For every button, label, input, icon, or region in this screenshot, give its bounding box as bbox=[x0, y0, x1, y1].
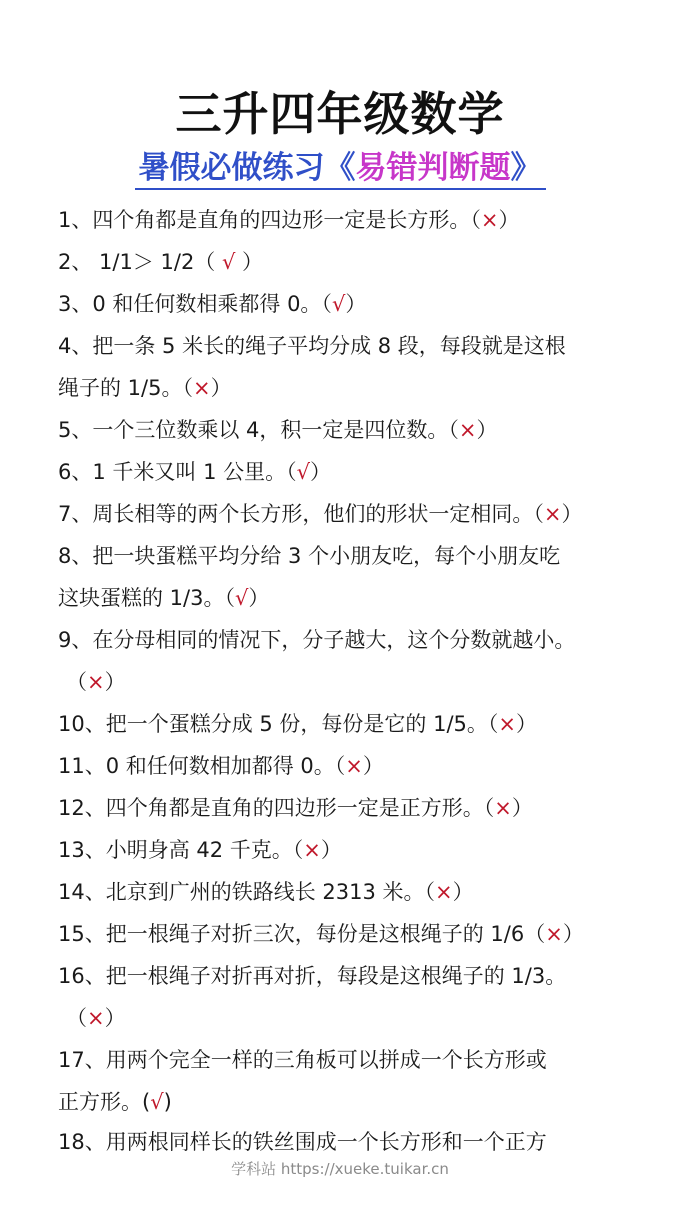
question-tail: ） bbox=[561, 502, 583, 526]
question-text: 10、把一个蛋糕分成 5 份，每份是它的 1/5。（ bbox=[58, 712, 499, 736]
question-text: 7、周长相等的两个长方形，他们的形状一定相同。（ bbox=[58, 502, 544, 526]
question-text: 4、把一条 5 米长的绳子平均分成 8 段，每段就是这根 bbox=[58, 334, 566, 358]
question-text: 绳子的 1/5。（ bbox=[58, 376, 193, 400]
question-text: （ bbox=[66, 1006, 87, 1030]
question-text: （ bbox=[66, 670, 87, 694]
question-text: 15、把一根绳子对折三次，每份是这根绳子的 1/6（ bbox=[58, 922, 546, 946]
question-text: 1、四个角都是直角的四边形一定是长方形。（ bbox=[58, 208, 481, 232]
answer-mark: × bbox=[345, 754, 363, 778]
question-7 bbox=[58, 499, 582, 529]
answer-mark: × bbox=[192, 376, 211, 400]
question-9 bbox=[58, 625, 575, 655]
answer-mark: × bbox=[543, 502, 562, 526]
question-15 bbox=[58, 919, 584, 949]
question-2 bbox=[58, 247, 263, 277]
question-5 bbox=[58, 415, 498, 445]
question-8-cont bbox=[58, 583, 269, 613]
question-text: 12、四个角都是直角的四边形一定是正方形。（ bbox=[58, 796, 495, 820]
question-tail: ） bbox=[452, 880, 474, 904]
question-tail: ） bbox=[516, 712, 538, 736]
question-text: 11、0 和任何数相加都得 0。（ bbox=[58, 754, 346, 778]
question-text: 5、一个三位数乘以 4，积一定是四位数。（ bbox=[58, 418, 459, 442]
question-17-cont bbox=[58, 1087, 172, 1117]
question-4-cont bbox=[58, 373, 232, 403]
answer-mark: × bbox=[87, 670, 105, 694]
answer-mark: × bbox=[498, 712, 517, 736]
question-text: 8、把一块蛋糕平均分给 3 个小朋友吃，每个小朋友吃 bbox=[58, 544, 561, 568]
answer-mark: × bbox=[458, 418, 477, 442]
question-12 bbox=[58, 793, 533, 823]
page-title: 三升四年级数学 bbox=[175, 87, 505, 141]
answer-mark: × bbox=[494, 796, 512, 820]
question-3 bbox=[58, 289, 366, 319]
question-17 bbox=[58, 1045, 547, 1075]
answer-mark: × bbox=[480, 208, 499, 232]
answer-mark: √ bbox=[331, 292, 346, 316]
question-tail: ） bbox=[362, 754, 384, 778]
subtitle bbox=[0, 148, 680, 190]
question-text: 这块蛋糕的 1/3。（ bbox=[58, 586, 235, 610]
question-tail: ） bbox=[104, 1006, 126, 1030]
question-4 bbox=[58, 331, 566, 361]
question-text: 9、在分母相同的情况下，分子越大，这个分数就越小。 bbox=[58, 628, 576, 652]
question-text: 13、小明身高 42 千克。（ bbox=[58, 838, 304, 862]
answer-mark: × bbox=[545, 922, 563, 946]
question-tail: ） bbox=[345, 292, 367, 316]
question-tail: ） bbox=[476, 418, 498, 442]
question-tail: ） bbox=[210, 376, 232, 400]
answer-mark: √ bbox=[234, 586, 249, 610]
question-tail: ） bbox=[320, 838, 342, 862]
question-10 bbox=[58, 709, 537, 739]
question-text: 17、用两个完全一样的三角板可以拼成一个长方形或 bbox=[58, 1048, 547, 1072]
question-tail: ） bbox=[562, 922, 584, 946]
question-text: 3、0 和任何数相乘都得 0。（ bbox=[58, 292, 332, 316]
answer-mark: √ bbox=[296, 460, 310, 484]
question-tail: ) bbox=[163, 1090, 172, 1114]
question-16 bbox=[58, 961, 566, 991]
question-14 bbox=[58, 877, 474, 907]
question-6 bbox=[58, 457, 331, 487]
footer-watermark: 学科站 https://xueke.tuikar.cn bbox=[231, 1160, 449, 1178]
question-tail: ） bbox=[235, 250, 264, 274]
subtitle-part2: 易错判断题 bbox=[355, 150, 511, 186]
question-13 bbox=[58, 835, 342, 865]
question-text: 2、 1/1＞ 1/2（ bbox=[58, 250, 222, 274]
question-text: 14、北京到广州的铁路线长 2313 米。（ bbox=[58, 880, 436, 904]
question-text: 18、用两根同样长的铁丝围成一个长方形和一个正方 bbox=[58, 1130, 547, 1154]
question-tail: ） bbox=[104, 670, 126, 694]
answer-mark: √ bbox=[221, 250, 236, 274]
answer-mark: × bbox=[87, 1006, 105, 1030]
subtitle-part3: 》 bbox=[510, 150, 542, 186]
question-tail: ） bbox=[248, 586, 270, 610]
question-text: 6、1 千米又叫 1 公里。（ bbox=[58, 460, 297, 484]
answer-mark: × bbox=[303, 838, 321, 862]
answer-mark: × bbox=[435, 880, 453, 904]
question-tail: ） bbox=[498, 208, 520, 232]
question-tail: ） bbox=[310, 460, 331, 484]
question-11 bbox=[58, 751, 384, 781]
subtitle-underline bbox=[135, 148, 546, 190]
question-text: 16、把一根绳子对折再对折，每段是这根绳子的 1/3。 bbox=[58, 964, 567, 988]
question-tail: ） bbox=[511, 796, 533, 820]
answer-mark: √ bbox=[150, 1090, 164, 1114]
question-18 bbox=[58, 1127, 547, 1157]
question-8 bbox=[58, 541, 560, 571]
question-16-cont bbox=[66, 1003, 126, 1033]
question-9-cont bbox=[66, 667, 126, 697]
question-1 bbox=[58, 205, 519, 235]
subtitle-part1: 暑假必做练习《 bbox=[138, 150, 356, 186]
question-text: 正方形。( bbox=[58, 1090, 151, 1114]
